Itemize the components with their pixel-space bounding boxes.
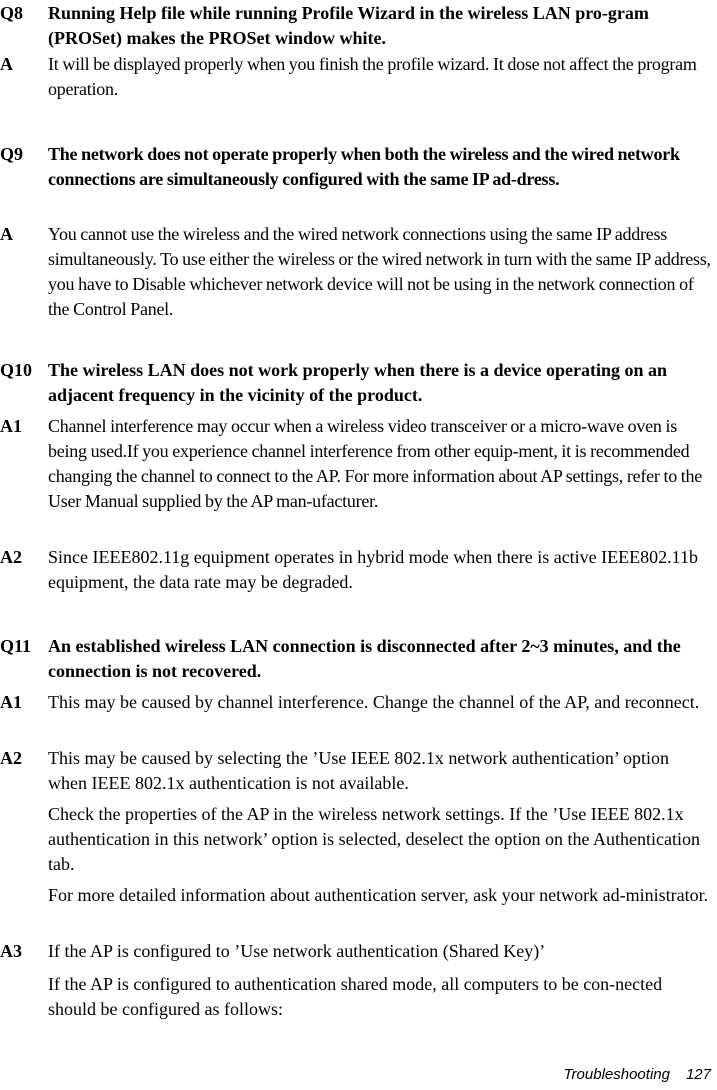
answer-text: For more detailed information about authentication server, ask your network ad-ministrator. (48, 885, 709, 905)
question-text: An established wireless LAN connection is disconnected after 2~3 minutes, and the connection is not recovered. (48, 636, 681, 681)
answer-text: Check the properties of the AP in the wireless network settings. If the ’Use IEEE 802.1x authentication in this network’ option is selected, deselect the option on the Authentication tab. (48, 804, 701, 874)
answer-label: A (0, 224, 13, 244)
answer-text: You cannot use the wireless and the wired network connections using the same IP address simultaneously. To use either the wireless or the wired network in turn with the same IP address, you have to Disable whichever network device will not be using in the network connection of the Control Panel. (48, 224, 711, 319)
question-label: Q11 (0, 636, 32, 656)
question-label: Q8 (0, 3, 24, 23)
question-label: Q10 (0, 360, 33, 380)
answer-text: If the AP is configured to ’Use network authentication (Shared Key)’ (48, 941, 546, 961)
answer-text: If the AP is configured to authentication shared mode, all computers to be con-nected should be configured as follows: (48, 974, 663, 1019)
question-label: Q9 (0, 144, 24, 164)
footer-section-title: Troubleshooting (563, 1066, 670, 1083)
answer-label: A2 (0, 748, 22, 768)
page-number: 127 (685, 1066, 711, 1083)
answer-label: A1 (0, 416, 22, 436)
answer-text: It will be displayed properly when you finish the profile wizard. It dose not affect the program operation. (48, 54, 697, 99)
question-text: The wireless LAN does not work properly when there is a device operating on an adjacent frequency in the vicinity of the product. (48, 360, 667, 405)
page-footer (564, 1065, 712, 1085)
answer-text: This may be caused by selecting the ’Use IEEE 802.1x network authentication’ option when IEEE 802.1x authentication is not available. (48, 748, 669, 793)
answer-label: A1 (0, 692, 22, 712)
answer-text: Since IEEE802.11g equipment operates in hybrid mode when there is active IEEE802.11b equipment, the data rate may be degraded. (48, 547, 698, 592)
answer-label: A (0, 54, 13, 74)
question-text: The network does not operate properly when both the wireless and the wired network connections are simultaneously configured with the same IP ad-dress. (48, 144, 680, 189)
answer-label: A3 (0, 941, 22, 961)
answer-text: Channel interference may occur when a wireless video transceiver or a micro-wave oven is being used.If you experience channel interference from other equip-ment, it is recommended changing the channel to connect to the AP. For more information about AP settings, refer to the User Manual supplied by the AP man-ufacturer. (48, 416, 703, 511)
answer-text: This may be caused by channel interference. Change the channel of the AP, and reconnect. (48, 692, 700, 712)
answer-label: A2 (0, 547, 22, 567)
question-text: Running Help file while running Profile Wizard in the wireless LAN pro-gram (PROSet) makes the PROSet window white. (48, 3, 649, 48)
